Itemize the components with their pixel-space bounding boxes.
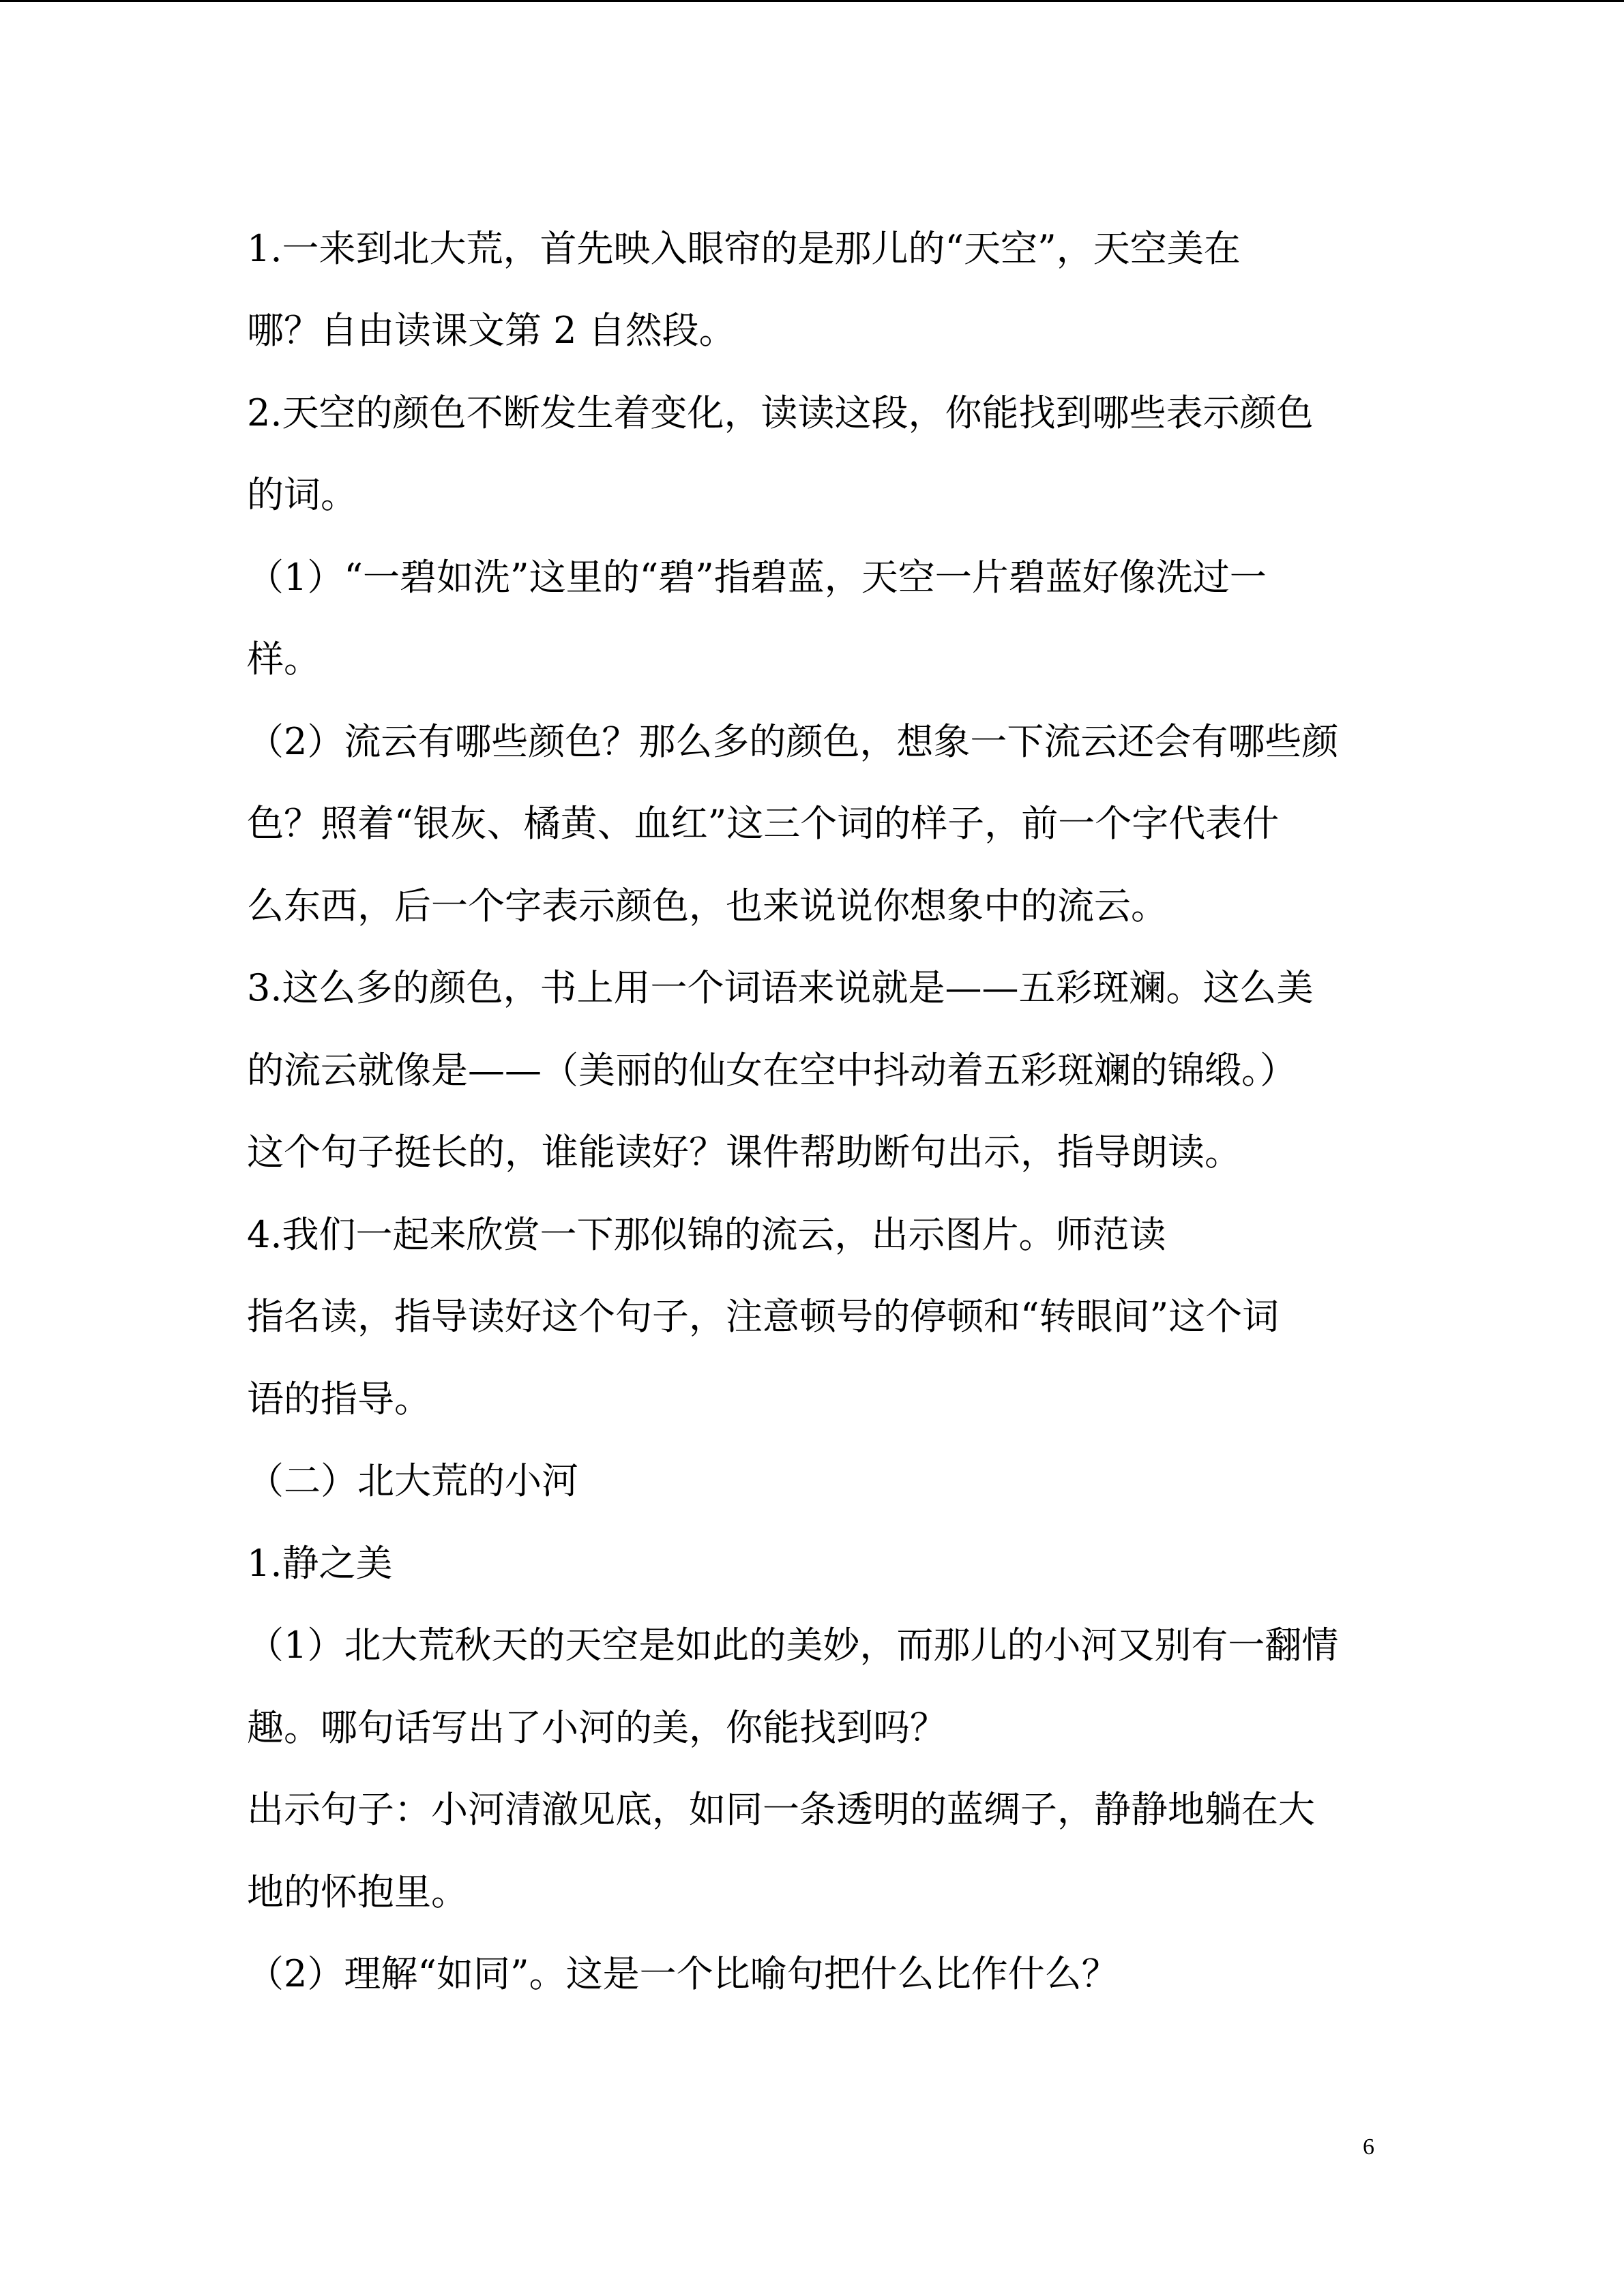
text-line: 2.天空的颜色不断发生着变化，读读这段，你能找到哪些表示颜色 <box>247 391 1314 434</box>
text-line: 3.这么多的颜色，书上用一个词语来说就是——五彩斑斓。这么美 <box>247 966 1314 1009</box>
text-line: 这个句子挺长的，谁能读好？课件帮助断句出示，指导朗读。 <box>247 1131 1241 1174</box>
text-line: 的流云就像是——（美丽的仙女在空中抖动着五彩斑斓的锦缎。） <box>247 1049 1297 1092</box>
text-line: 的词。 <box>247 473 357 516</box>
text-line: 4.我们一起来欣赏一下那似锦的流云，出示图片。师范读 <box>247 1213 1166 1256</box>
section-heading: （二）北大荒的小河 <box>247 1459 578 1502</box>
text-line: 指名读，指导读好这个句子，注意顿号的停顿和“转眼间”这个词 <box>247 1295 1280 1338</box>
page-number: 6 <box>1363 2134 1374 2160</box>
text-line: （2）流云有哪些颜色？那么多的颜色，想象一下流云还会有哪些颜 <box>247 720 1339 763</box>
text-line: （1）“一碧如洗”这里的“碧”指碧蓝，天空一片碧蓝好像洗过一 <box>247 556 1267 599</box>
text-line: 哪？自由读课文第 2 自然段。 <box>247 309 736 352</box>
text-line: 1.一来到北大荒，首先映入眼帘的是那儿的“天空”，天空美在 <box>247 227 1241 270</box>
text-line: （2）理解“如同”。这是一个比喻句把什么比作什么？ <box>247 1952 1119 1995</box>
text-line: 色？照着“银灰、橘黄、血红”这三个词的样子，前一个字代表什 <box>247 802 1280 845</box>
text-line: 趣。哪句话写出了小河的美，你能找到吗？ <box>247 1706 947 1749</box>
subsection-heading: 1.静之美 <box>247 1542 393 1585</box>
text-line: 出示句子：小河清澈见底，如同一条透明的蓝绸子，静静地躺在大 <box>247 1788 1315 1831</box>
text-line: 样。 <box>247 638 321 681</box>
text-line: 么东西，后一个字表示颜色，也来说说你想象中的流云。 <box>247 884 1168 927</box>
text-line: 地的怀抱里。 <box>247 1870 468 1913</box>
text-line: 语的指导。 <box>247 1377 431 1420</box>
text-line: （1）北大荒秋天的天空是如此的美妙，而那儿的小河又别有一翻情 <box>247 1624 1339 1667</box>
